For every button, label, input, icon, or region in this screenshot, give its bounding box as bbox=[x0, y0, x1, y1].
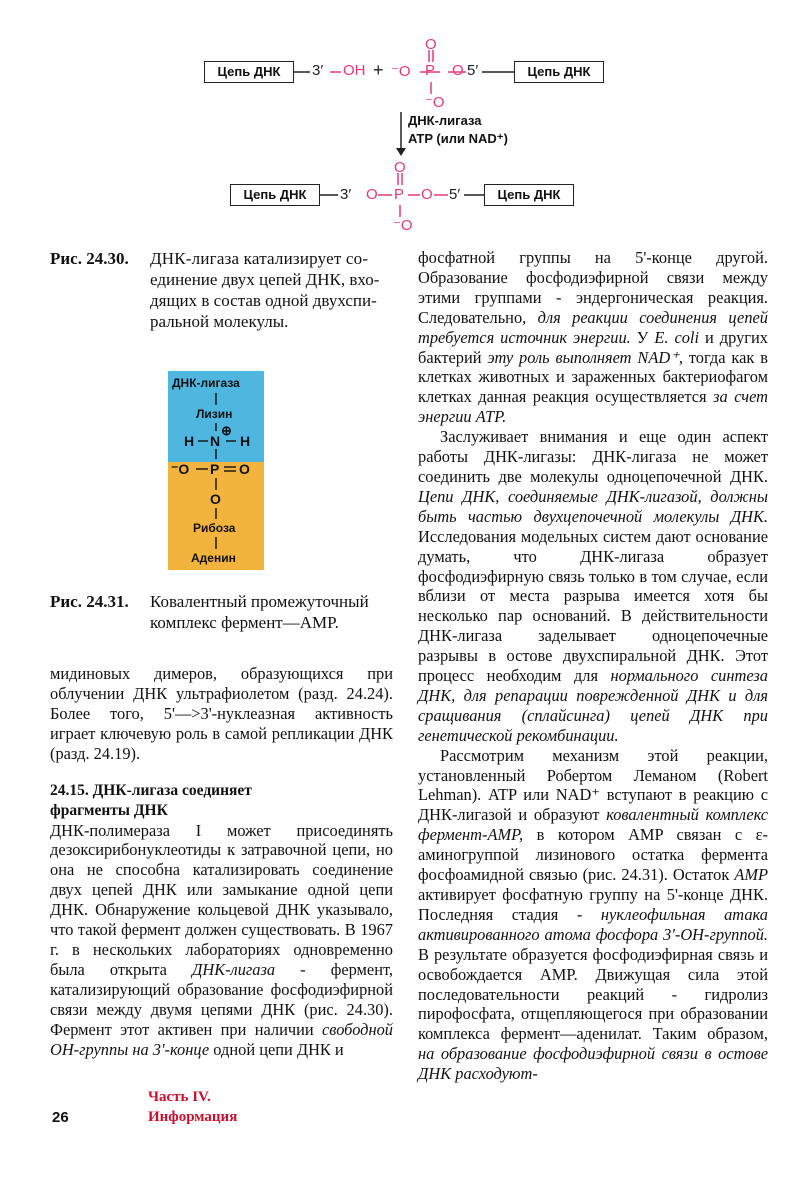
bridge-o-right: O bbox=[421, 186, 433, 203]
cofactor-label: ATP (или NAD⁺) bbox=[408, 131, 508, 146]
bridge-o-left: O bbox=[366, 186, 378, 203]
section-heading-line-2: фрагменты ДНК bbox=[50, 801, 168, 819]
phosphate-o-right: O bbox=[452, 62, 464, 79]
left-paragraph-2: ДНК-полимераза I может присоединять дезоксирибонуклеотиды к затравочной цепи, но она не способна катализировать соединение двух цепей ДНК или замыкание одной цепи ДНК. Обнаружение кольцевой ДНК указывало, что такой фермент должен существовать. В 1967 г. в нескольких лабораториях одновременно была открыта ДНК-лигаза - фермент, катализирующий образование фосфодиэфирной связи между двумя цепями ДНК (рис. 24.30). Фермент этот активен при наличии свободной ОН-группы на 3'-конце одной цепи ДНК и bbox=[50, 820, 393, 1059]
phosphorus-atom-top: P bbox=[425, 62, 436, 79]
dna-strand-box-left-bottom: Цепь ДНК bbox=[230, 184, 320, 206]
dna-strand-box-right-bottom: Цепь ДНК bbox=[484, 184, 574, 206]
phosphate-o-top-bottom: O bbox=[394, 159, 406, 176]
hydrogen-right: H bbox=[240, 433, 251, 449]
right-paragraph-2: Заслуживает внимания и еще один аспект работы ДНК-лигазы: ДНК-лигаза не может соединить две молекулы одноцепочечной ДНК. Цепи ДНК, соединяемые ДНК-лигазой, должны быть частью двухцепочечной молекулы ДНК. Исследования модельных систем дают основание думать, что ДНК-лигаза образует фосфодиэфирную связь только в том случае, если вблизи от места разрыва имеется хотя бы несколько пар оснований. В действительности ДНК-лигаза заделывает одноцепочечные разрывы в остове двухспиральной ДНК. Этот процесс необходим для нормального синтеза ДНК, для репарации поврежденной ДНК и для сращивания (сплайсинга) цепей ДНК при генетической рекомбинации. bbox=[418, 427, 768, 745]
positive-charge: ⊕ bbox=[221, 423, 232, 438]
right-column bbox=[418, 248, 768, 1084]
left-column bbox=[50, 664, 393, 1059]
ribose-label: Рибоза bbox=[193, 521, 236, 535]
three-prime-label-bottom: 3′ bbox=[340, 186, 352, 203]
three-prime-label-top: 3′ bbox=[312, 62, 324, 79]
footer-section-label: Информация bbox=[148, 1109, 238, 1125]
hydroxyl-group: OH bbox=[343, 62, 366, 79]
complex-phosphorus: P bbox=[210, 461, 220, 477]
right-paragraph-1: фосфатной группы на 5'-конце другой. Образование фосфодиэфирной связи между этими группами - эндергоническая реакция. Следовательно, для реакции соединения цепей требуется источник энергии. У E. coli и других бактерий эту роль выполняет NAD⁺, тогда как в клетках животных и зараженных бактериофагом клетках данная реакция осуществляется за счет энергии ATP. bbox=[418, 248, 768, 427]
dna-strand-box-right-top: Цепь ДНК bbox=[514, 61, 604, 83]
phosphate-o-minus-bottom: ⁻O bbox=[393, 217, 413, 234]
phosphate-o-minus-left: ⁻O bbox=[391, 63, 411, 80]
figure-24-31-caption: Ковалентный промежуточный комплекс фермент—AMP. bbox=[150, 592, 369, 632]
enzyme-label: ДНК-лигаза bbox=[408, 113, 482, 128]
complex-o-bridge: O bbox=[210, 491, 221, 507]
figure-24-30-caption: ДНК-лигаза катализирует со- единение двух цепей ДНК, вхо- дящих в состав одной двухспи- ральной молекулы. bbox=[150, 249, 380, 331]
five-prime-label-top: 5′ bbox=[467, 62, 479, 79]
figure-24-31-label: Рис. 24.31. bbox=[50, 592, 129, 611]
phosphorus-atom-bottom: P bbox=[394, 186, 405, 203]
right-paragraph-3: Рассмотрим механизм этой реакции, установленный Робертом Леманом (Robert Lehman). ATP или NAD⁺ вступают в реакцию с ДНК-лигазой и образуют ковалентный комплекс фермент-AMP, в котором AMP связан с ε-аминогруппой лизинового остатка фермента фосфоамидной связью (рис. 24.31). Остаток AMP активирует фосфатную группу на 5'-конце ДНК. Последняя стадия - нуклеофильная атака активированного атома фосфора 3'-ОН-группой. В результате образуется фосфодиэфирная связь и освобождается AMP. Движущая сила этой последовательности реакций - гидролиз пирофосфата, отщепляющегося при образовании комплекса фермент—аденилат. Таким образом, на образование фосфодиэфирной связи в остове ДНК расходуют- bbox=[418, 745, 768, 1084]
figure-24-30-label: Рис. 24.30. bbox=[50, 249, 129, 268]
footer-part-label: Часть IV. bbox=[148, 1089, 211, 1105]
complex-enzyme-label: ДНК-лигаза bbox=[172, 376, 240, 390]
section-heading-line-1: 24.15. ДНК-лигаза соединяет bbox=[50, 781, 252, 799]
phosphate-o-top: O bbox=[425, 36, 437, 53]
lysine-label: Лизин bbox=[196, 407, 233, 421]
nitrogen-atom: N bbox=[210, 433, 221, 449]
hydrogen-left: H bbox=[184, 433, 195, 449]
enzyme-amp-complex-figure bbox=[168, 371, 264, 570]
phosphate-o-bottom-minus: ⁻O bbox=[425, 94, 445, 111]
scheme-bonds bbox=[0, 0, 801, 240]
adenine-label: Аденин bbox=[191, 551, 236, 565]
five-prime-label-bottom: 5′ bbox=[449, 186, 461, 203]
page-number: 26 bbox=[52, 1109, 69, 1126]
complex-o-minus: ⁻O bbox=[171, 461, 190, 477]
dna-strand-box-left-top: Цепь ДНК bbox=[204, 61, 294, 83]
plus-sign: + bbox=[373, 60, 384, 80]
left-paragraph-1: мидиновых димеров, образующихся при облучении ДНК ультрафиолетом (разд. 24.24). Более того, 5'—>3'-нуклеазная активность играет ключевую роль в самой репликации ДНК (разд. 24.19). bbox=[50, 664, 393, 763]
complex-o-double: O bbox=[239, 461, 250, 477]
